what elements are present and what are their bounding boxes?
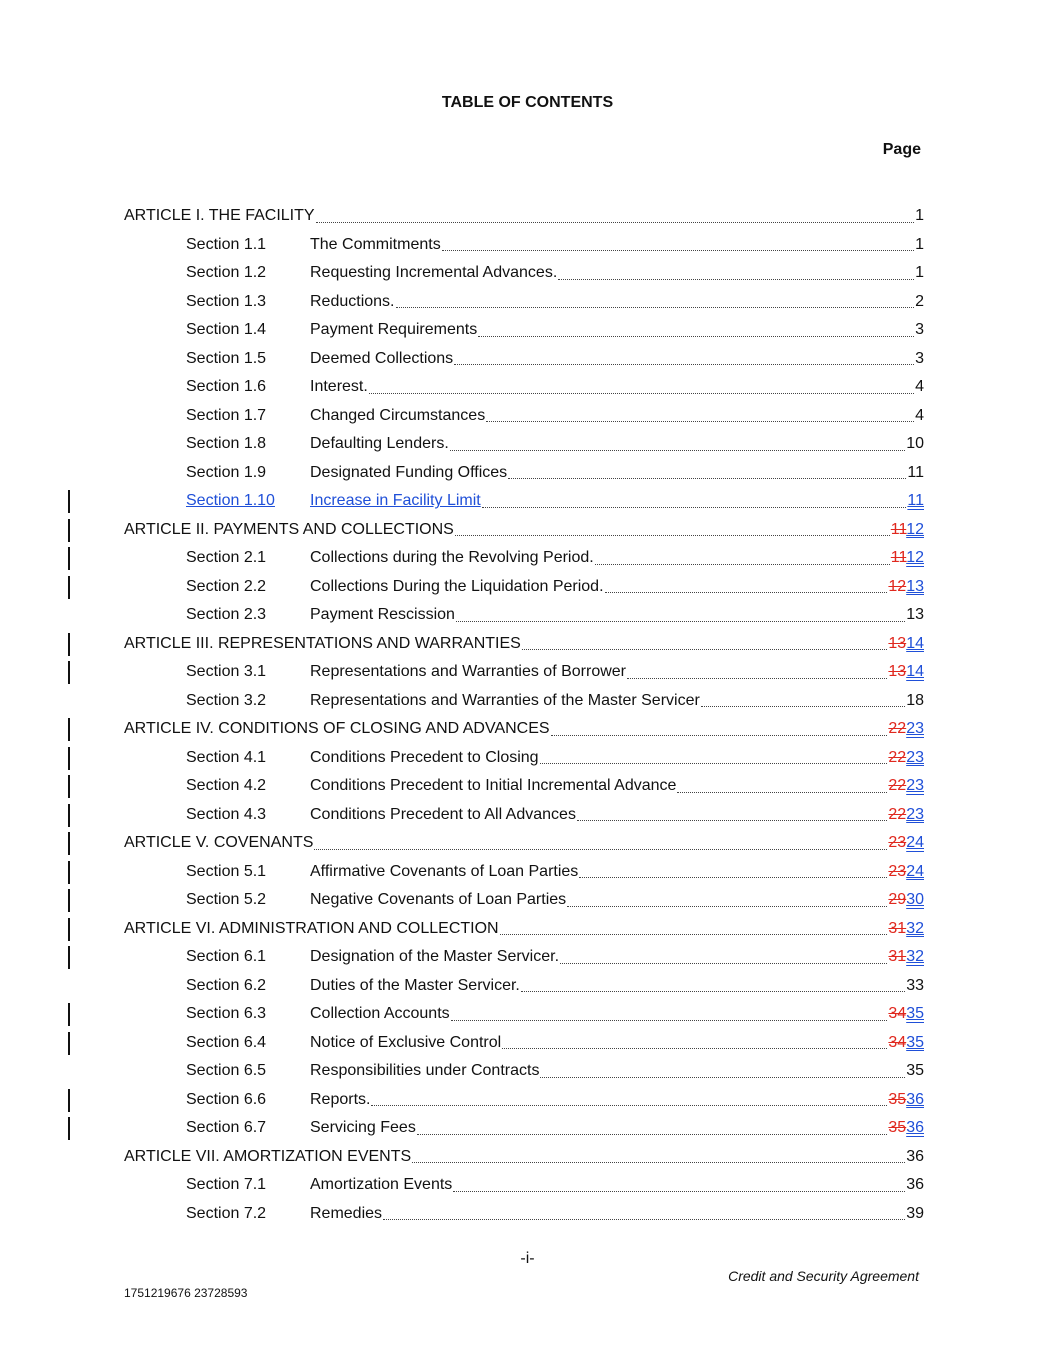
toc-entry-label: Payment Requirements xyxy=(310,321,478,339)
toc-section-number: Section 6.7 xyxy=(186,1119,267,1137)
toc-entry-label: Designation of the Master Servicer. xyxy=(310,948,560,966)
inserted-page-number: 35 xyxy=(906,1033,924,1051)
deleted-page-number: 35 xyxy=(888,1119,907,1137)
toc-article-row[interactable] xyxy=(124,715,924,744)
toc-entry-label: ARTICLE VII. AMORTIZATION EVENTS xyxy=(124,1147,412,1165)
deleted-page-number: 11 xyxy=(890,549,907,567)
inserted-page-number: 36 xyxy=(906,1119,924,1137)
toc-entry-label: Requesting Incremental Advances. xyxy=(310,264,558,282)
toc-page-number xyxy=(915,321,924,339)
toc-page-number xyxy=(888,1091,924,1109)
page-column-heading: Page xyxy=(882,141,921,158)
page-number-value: 35 xyxy=(906,1062,924,1080)
deleted-page-number: 12 xyxy=(888,577,907,595)
toc-page-number xyxy=(888,834,924,852)
toc-section-row[interactable] xyxy=(124,858,924,887)
inserted-page-number: 30 xyxy=(906,891,924,909)
toc-page-number xyxy=(888,1005,924,1023)
toc-page-number xyxy=(888,920,924,938)
deleted-page-number: 29 xyxy=(888,891,907,909)
page-number-value: 36 xyxy=(906,1176,924,1194)
footer-doc-title: Credit and Security Agreement xyxy=(728,1268,919,1284)
toc-section-number: Section 2.1 xyxy=(186,549,267,567)
deleted-page-number: 34 xyxy=(888,1005,907,1023)
toc-section-number: Section 6.5 xyxy=(186,1062,267,1080)
toc-section-row[interactable] xyxy=(124,402,924,431)
dot-leader xyxy=(605,591,888,593)
toc-section-number: Section 4.3 xyxy=(186,805,267,823)
inserted-page-number: 12 xyxy=(906,549,924,567)
change-bar xyxy=(68,747,70,770)
deleted-page-number: 34 xyxy=(888,1033,907,1051)
toc-section-number: Section 6.4 xyxy=(186,1033,267,1051)
inserted-page-number: 14 xyxy=(906,663,924,681)
toc-article-row[interactable] xyxy=(124,1143,924,1172)
toc-section-row[interactable] xyxy=(124,886,924,915)
toc-section-row[interactable] xyxy=(124,1029,924,1058)
inserted-page-number: 24 xyxy=(906,834,924,852)
toc-section-number: Section 7.2 xyxy=(186,1204,267,1222)
deleted-page-number: 22 xyxy=(888,748,907,766)
page-number-value: 2 xyxy=(915,292,924,310)
toc-entry-label: Remedies xyxy=(310,1204,383,1222)
inserted-page-number: 23 xyxy=(906,720,924,738)
dot-leader xyxy=(383,1218,905,1220)
deleted-page-number: 23 xyxy=(888,862,907,880)
dot-leader xyxy=(540,762,888,764)
page-number-value: 18 xyxy=(906,691,924,709)
change-bar xyxy=(68,804,70,827)
toc-page-number xyxy=(907,492,924,510)
dot-leader xyxy=(577,819,887,821)
toc-entry-label: Servicing Fees xyxy=(310,1119,416,1137)
inserted-page-number: 12 xyxy=(906,520,924,538)
toc-entry-label: ARTICLE V. COVENANTS xyxy=(124,834,314,852)
page-number-value: 1 xyxy=(915,207,924,225)
toc-section-number: Section 6.2 xyxy=(186,976,267,994)
toc-page-number xyxy=(888,1119,924,1137)
toc-section-number: Section 4.1 xyxy=(186,748,267,766)
dot-leader xyxy=(482,506,907,508)
dot-leader xyxy=(579,876,887,878)
page-number-value: 39 xyxy=(906,1204,924,1222)
toc-section-number: Section 4.2 xyxy=(186,777,267,795)
toc-entry-label: Collections During the Liquidation Period. xyxy=(310,577,604,595)
toc-section-number: Section 1.9 xyxy=(186,463,267,481)
toc-page-number xyxy=(888,663,924,681)
toc-list xyxy=(124,202,924,1228)
toc-entry-label: Changed Circumstances xyxy=(310,406,486,424)
toc-section-row[interactable] xyxy=(124,316,924,345)
dot-leader xyxy=(454,363,914,365)
toc-article-row[interactable] xyxy=(124,516,924,545)
toc-section-row[interactable] xyxy=(124,345,924,374)
toc-page-number xyxy=(891,549,924,567)
toc-entry-label: Notice of Exclusive Control xyxy=(310,1033,502,1051)
dot-leader xyxy=(502,1047,887,1049)
toc-entry-label: ARTICLE VI. ADMINISTRATION AND COLLECTION xyxy=(124,919,499,937)
dot-leader xyxy=(451,1019,888,1021)
toc-entry-label: Affirmative Covenants of Loan Parties xyxy=(310,862,579,880)
toc-entry-label: Collections during the Revolving Period. xyxy=(310,549,594,567)
toc-section-row[interactable] xyxy=(124,573,924,602)
dot-leader xyxy=(396,306,915,308)
dot-leader xyxy=(551,734,888,736)
toc-section-number: Section 1.5 xyxy=(186,349,267,367)
toc-section-row[interactable] xyxy=(124,1086,924,1115)
change-bar xyxy=(68,633,70,656)
inserted-page-number: 23 xyxy=(906,805,924,823)
dot-leader xyxy=(521,990,905,992)
dot-leader xyxy=(701,705,905,707)
dot-leader xyxy=(508,477,906,479)
dot-leader xyxy=(371,1104,887,1106)
deleted-page-number: 13 xyxy=(888,634,907,652)
toc-entry-label: Payment Rescission xyxy=(310,606,455,624)
deleted-page-number: 31 xyxy=(888,919,907,937)
change-bar xyxy=(68,1032,70,1055)
toc-entry-label: Duties of the Master Servicer. xyxy=(310,976,520,994)
toc-section-number: Section 1.10 xyxy=(186,492,275,510)
toc-page-number xyxy=(888,891,924,909)
toc-page-number xyxy=(906,977,924,995)
inserted-page-number: 13 xyxy=(906,577,924,595)
change-bar xyxy=(68,861,70,884)
toc-entry-label: Collection Accounts xyxy=(310,1005,450,1023)
page-number-value: 4 xyxy=(915,378,924,396)
toc-section-number: Section 1.2 xyxy=(186,264,267,282)
toc-section-row[interactable] xyxy=(124,373,924,402)
deleted-page-number: 11 xyxy=(890,520,907,538)
toc-page-number xyxy=(888,635,924,653)
deleted-page-number: 23 xyxy=(888,834,907,852)
toc-section-number: Section 2.3 xyxy=(186,606,267,624)
change-bar xyxy=(68,832,70,855)
inserted-page-number: 24 xyxy=(906,862,924,880)
toc-page-number xyxy=(915,207,924,225)
toc-article-row[interactable] xyxy=(124,915,924,944)
page-number-value: 4 xyxy=(915,406,924,424)
inserted-page-number: 32 xyxy=(906,948,924,966)
toc-entry-label: ARTICLE IV. CONDITIONS OF CLOSING AND ADVANCES xyxy=(124,720,550,738)
change-bar xyxy=(68,946,70,969)
change-bar xyxy=(68,1089,70,1112)
change-bar xyxy=(68,547,70,570)
deleted-page-number: 22 xyxy=(888,777,907,795)
dot-leader xyxy=(417,1133,888,1135)
toc-page-number xyxy=(906,1062,924,1080)
toc-entry-label: Deemed Collections xyxy=(310,349,454,367)
deleted-page-number: 13 xyxy=(888,663,907,681)
dot-leader xyxy=(522,648,888,650)
toc-section-row[interactable] xyxy=(124,231,924,260)
change-bar xyxy=(68,718,70,741)
dot-leader xyxy=(486,420,914,422)
toc-page-number xyxy=(888,806,924,824)
toc-section-row[interactable] xyxy=(124,972,924,1001)
page-number-value: 1 xyxy=(915,264,924,282)
dot-leader xyxy=(595,563,890,565)
toc-section-number: Section 6.3 xyxy=(186,1005,267,1023)
toc-article-row[interactable] xyxy=(124,630,924,659)
toc-section-row[interactable] xyxy=(124,487,924,516)
toc-section-number: Section 5.1 xyxy=(186,862,267,880)
toc-page-number xyxy=(888,749,924,767)
dot-leader xyxy=(455,534,890,536)
dot-leader xyxy=(369,392,914,394)
change-bar xyxy=(68,918,70,941)
toc-section-row[interactable] xyxy=(124,687,924,716)
toc-page-number xyxy=(906,435,924,453)
change-bar xyxy=(68,1003,70,1026)
toc-entry-label: Representations and Warranties of Borrower xyxy=(310,663,626,681)
toc-entry-label: ARTICLE III. REPRESENTATIONS AND WARRANTIES xyxy=(124,634,521,652)
toc-entry-label: Designated Funding Offices xyxy=(310,463,508,481)
toc-page-number xyxy=(915,407,924,425)
toc-entry-label: Representations and Warranties of the Master Servicer xyxy=(310,691,700,709)
toc-section-number: Section 3.1 xyxy=(186,663,267,681)
dot-leader xyxy=(453,1190,905,1192)
toc-page-number xyxy=(915,264,924,282)
toc-page-number xyxy=(915,236,924,254)
dot-leader xyxy=(450,449,905,451)
dot-leader xyxy=(412,1161,905,1163)
toc-page-number xyxy=(906,1148,924,1166)
toc-section-row[interactable] xyxy=(124,1114,924,1143)
toc-section-row[interactable] xyxy=(124,601,924,630)
inserted-page-number: 32 xyxy=(906,919,924,937)
toc-section-row[interactable] xyxy=(124,544,924,573)
toc-entry-label: Defaulting Lenders. xyxy=(310,435,449,453)
toc-entry-label: Responsibilities under Contracts xyxy=(310,1062,540,1080)
dot-leader xyxy=(677,791,887,793)
toc-section-row[interactable] xyxy=(124,259,924,288)
page-number-value: 3 xyxy=(915,321,924,339)
toc-entry-label: ARTICLE I. THE FACILITY xyxy=(124,207,315,225)
change-bar xyxy=(68,661,70,684)
dot-leader xyxy=(540,1076,905,1078)
toc-page-number xyxy=(888,578,924,596)
toc-section-row[interactable] xyxy=(124,288,924,317)
toc-section-number: Section 1.4 xyxy=(186,321,267,339)
inserted-page-number: 23 xyxy=(906,748,924,766)
dot-leader xyxy=(456,620,905,622)
deleted-page-number: 31 xyxy=(888,948,907,966)
toc-section-row[interactable] xyxy=(124,1171,924,1200)
toc-section-row[interactable] xyxy=(124,658,924,687)
inserted-page-number: 36 xyxy=(906,1090,924,1108)
inserted-page-number: 23 xyxy=(906,777,924,795)
toc-section-number: Section 2.2 xyxy=(186,577,267,595)
dot-leader xyxy=(316,221,915,223)
page-number-value: 36 xyxy=(906,1147,924,1165)
deleted-page-number: 22 xyxy=(888,805,907,823)
toc-entry-label: Increase in Facility Limit xyxy=(310,492,481,510)
toc-entry-label: Conditions Precedent to Initial Incremental Advance xyxy=(310,777,677,795)
toc-section-row[interactable] xyxy=(124,1000,924,1029)
toc-page-number xyxy=(906,1176,924,1194)
toc-entry-label: Negative Covenants of Loan Parties xyxy=(310,891,567,909)
toc-page-number xyxy=(915,378,924,396)
deleted-page-number: 22 xyxy=(888,720,907,738)
page-number-value: 11 xyxy=(907,463,924,481)
page-number-value: 10 xyxy=(906,435,924,453)
change-bar xyxy=(68,775,70,798)
toc-entry-label: Amortization Events xyxy=(310,1176,453,1194)
toc-page-number xyxy=(906,1205,924,1223)
page-number-value: 3 xyxy=(915,349,924,367)
dot-leader xyxy=(314,848,887,850)
page-number-value: 33 xyxy=(906,976,924,994)
toc-section-number: Section 5.2 xyxy=(186,891,267,909)
toc-section-row[interactable] xyxy=(124,943,924,972)
toc-entry-label: ARTICLE II. PAYMENTS AND COLLECTIONS xyxy=(124,520,454,538)
toc-section-row[interactable] xyxy=(124,430,924,459)
toc-section-row[interactable] xyxy=(124,1057,924,1086)
toc-page-number xyxy=(915,350,924,368)
dot-leader xyxy=(558,278,914,280)
footer-page-number: -i- xyxy=(520,1250,535,1267)
dot-leader xyxy=(567,905,887,907)
toc-section-number: Section 7.1 xyxy=(186,1176,267,1194)
deleted-page-number: 35 xyxy=(888,1090,907,1108)
toc-entry-label: Conditions Precedent to Closing xyxy=(310,748,539,766)
page-number-value: 1 xyxy=(915,235,924,253)
toc-entry-label: The Commitments xyxy=(310,235,441,253)
toc-entry-label: Reductions. xyxy=(310,292,395,310)
change-bar xyxy=(68,889,70,912)
change-bar xyxy=(68,490,70,513)
toc-section-number: Section 1.3 xyxy=(186,292,267,310)
toc-page-number xyxy=(891,521,924,539)
page-number-value: 13 xyxy=(906,606,924,624)
footer-doc-id: 1751219676 23728593 xyxy=(124,1286,248,1300)
toc-section-number: Section 6.6 xyxy=(186,1090,267,1108)
toc-page-number xyxy=(915,293,924,311)
toc-page-number xyxy=(888,720,924,738)
toc-section-number: Section 1.7 xyxy=(186,406,267,424)
change-bar xyxy=(68,576,70,599)
toc-title: TABLE OF CONTENTS xyxy=(441,94,614,111)
toc-page-number xyxy=(888,948,924,966)
toc-article-row[interactable] xyxy=(124,202,924,231)
toc-page-number xyxy=(888,863,924,881)
toc-page-number xyxy=(888,777,924,795)
toc-section-row[interactable] xyxy=(124,801,924,830)
dot-leader xyxy=(500,933,888,935)
toc-section-row[interactable] xyxy=(124,459,924,488)
change-bar xyxy=(68,1117,70,1140)
toc-entry-label: Reports. xyxy=(310,1090,371,1108)
toc-page-number xyxy=(907,464,924,482)
toc-entry-label: Interest. xyxy=(310,378,368,396)
inserted-page-number: 35 xyxy=(906,1005,924,1023)
dot-leader xyxy=(442,249,914,251)
toc-section-number: Section 3.2 xyxy=(186,691,267,709)
toc-page-number xyxy=(906,692,924,710)
toc-section-number: Section 1.1 xyxy=(186,235,267,253)
dot-leader xyxy=(560,962,887,964)
toc-section-row[interactable] xyxy=(124,772,924,801)
toc-article-row[interactable] xyxy=(124,829,924,858)
change-bar xyxy=(68,519,70,542)
toc-section-row[interactable] xyxy=(124,1200,924,1229)
toc-section-row[interactable] xyxy=(124,744,924,773)
toc-page-number xyxy=(888,1034,924,1052)
dot-leader xyxy=(478,335,914,337)
toc-entry-label: Conditions Precedent to All Advances xyxy=(310,805,576,823)
page-number-value: 11 xyxy=(907,492,924,510)
inserted-page-number: 14 xyxy=(906,634,924,652)
toc-section-number: Section 6.1 xyxy=(186,948,267,966)
dot-leader xyxy=(627,677,887,679)
toc-section-number: Section 1.6 xyxy=(186,378,267,396)
toc-section-number: Section 1.8 xyxy=(186,435,267,453)
toc-page-number xyxy=(906,606,924,624)
